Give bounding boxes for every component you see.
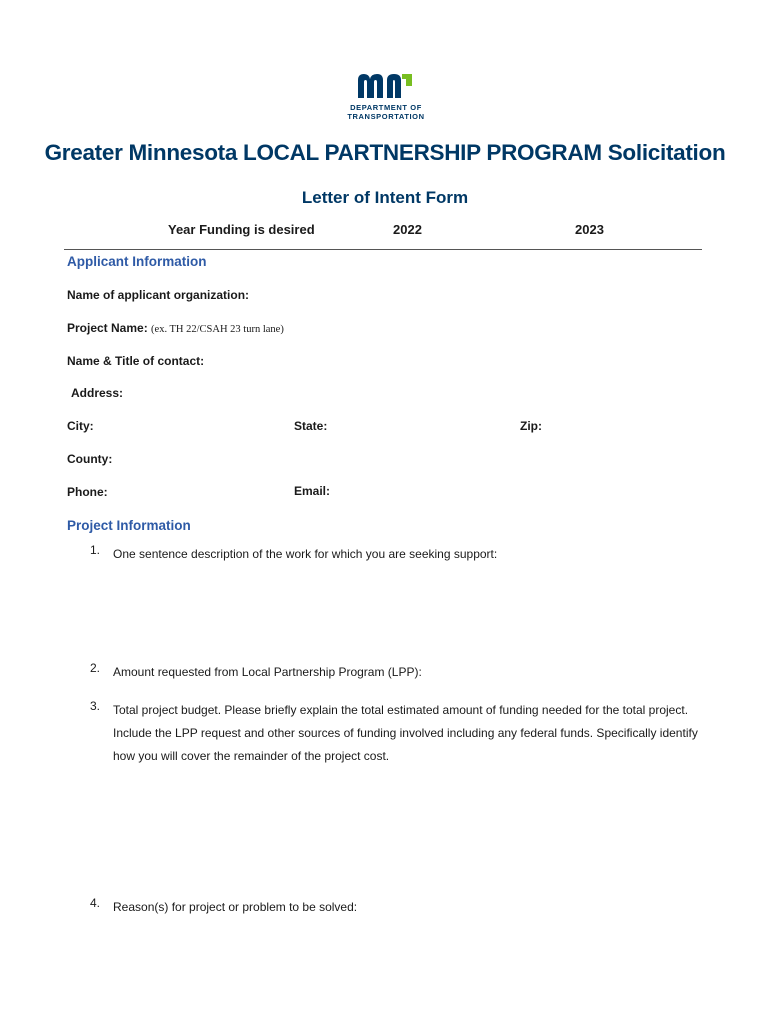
question-text: Amount requested from Local Partnership Program (LPP): [113,665,422,679]
applicant-info-heading: Applicant Information [67,254,207,269]
county-label: County: [67,452,113,466]
page-title: Greater Minnesota LOCAL PARTNERSHIP PROGRAM Solicitation [44,140,726,165]
form-subtitle: Letter of Intent Form [301,188,469,207]
phone-label: Phone: [67,485,108,499]
project-name-row [67,321,284,335]
funding-year-label: Year Funding is desired [168,222,315,237]
state-label: State: [294,419,328,433]
city-label: City: [67,419,94,433]
question-number: 4. [90,896,101,910]
logo-line-1: DEPARTMENT OF [350,103,422,112]
project-info-heading: Project Information [67,518,191,533]
question-1 [90,543,710,567]
mndot-mn-logo-icon [356,70,416,100]
address-label: Address: [71,386,124,400]
contact-label: Name & Title of contact: [67,354,205,368]
divider [64,249,702,250]
question-text: One sentence description of the work for which you are seeking support: [113,547,498,561]
project-name-hint: (ex. TH 22/CSAH 23 turn lane) [151,324,284,335]
question-text: Reason(s) for project or problem to be solved: [113,900,358,914]
question-4 [90,896,710,920]
question-text: Total project budget. Please briefly explain the total estimated amount of funding needed for the total project. Include the LPP request and other sources of funding involved including any federal funds. Specifically identify how you will cover the remainder of the project cost. [113,703,698,763]
project-name-label: Project Name: [67,321,148,335]
zip-label: Zip: [520,419,542,433]
email-label: Email: [294,484,331,498]
question-3 [90,699,710,771]
funding-year-2023[interactable]: 2023 [575,222,604,237]
question-2 [90,661,710,685]
logo-line-2: TRANSPORTATION [347,112,425,121]
mndot-logo [338,70,434,124]
question-number: 3. [90,699,101,713]
question-number: 2. [90,661,101,675]
funding-year-2022[interactable]: 2022 [393,222,422,237]
org-name-label: Name of applicant organization: [67,288,250,302]
question-number: 1. [90,543,101,557]
